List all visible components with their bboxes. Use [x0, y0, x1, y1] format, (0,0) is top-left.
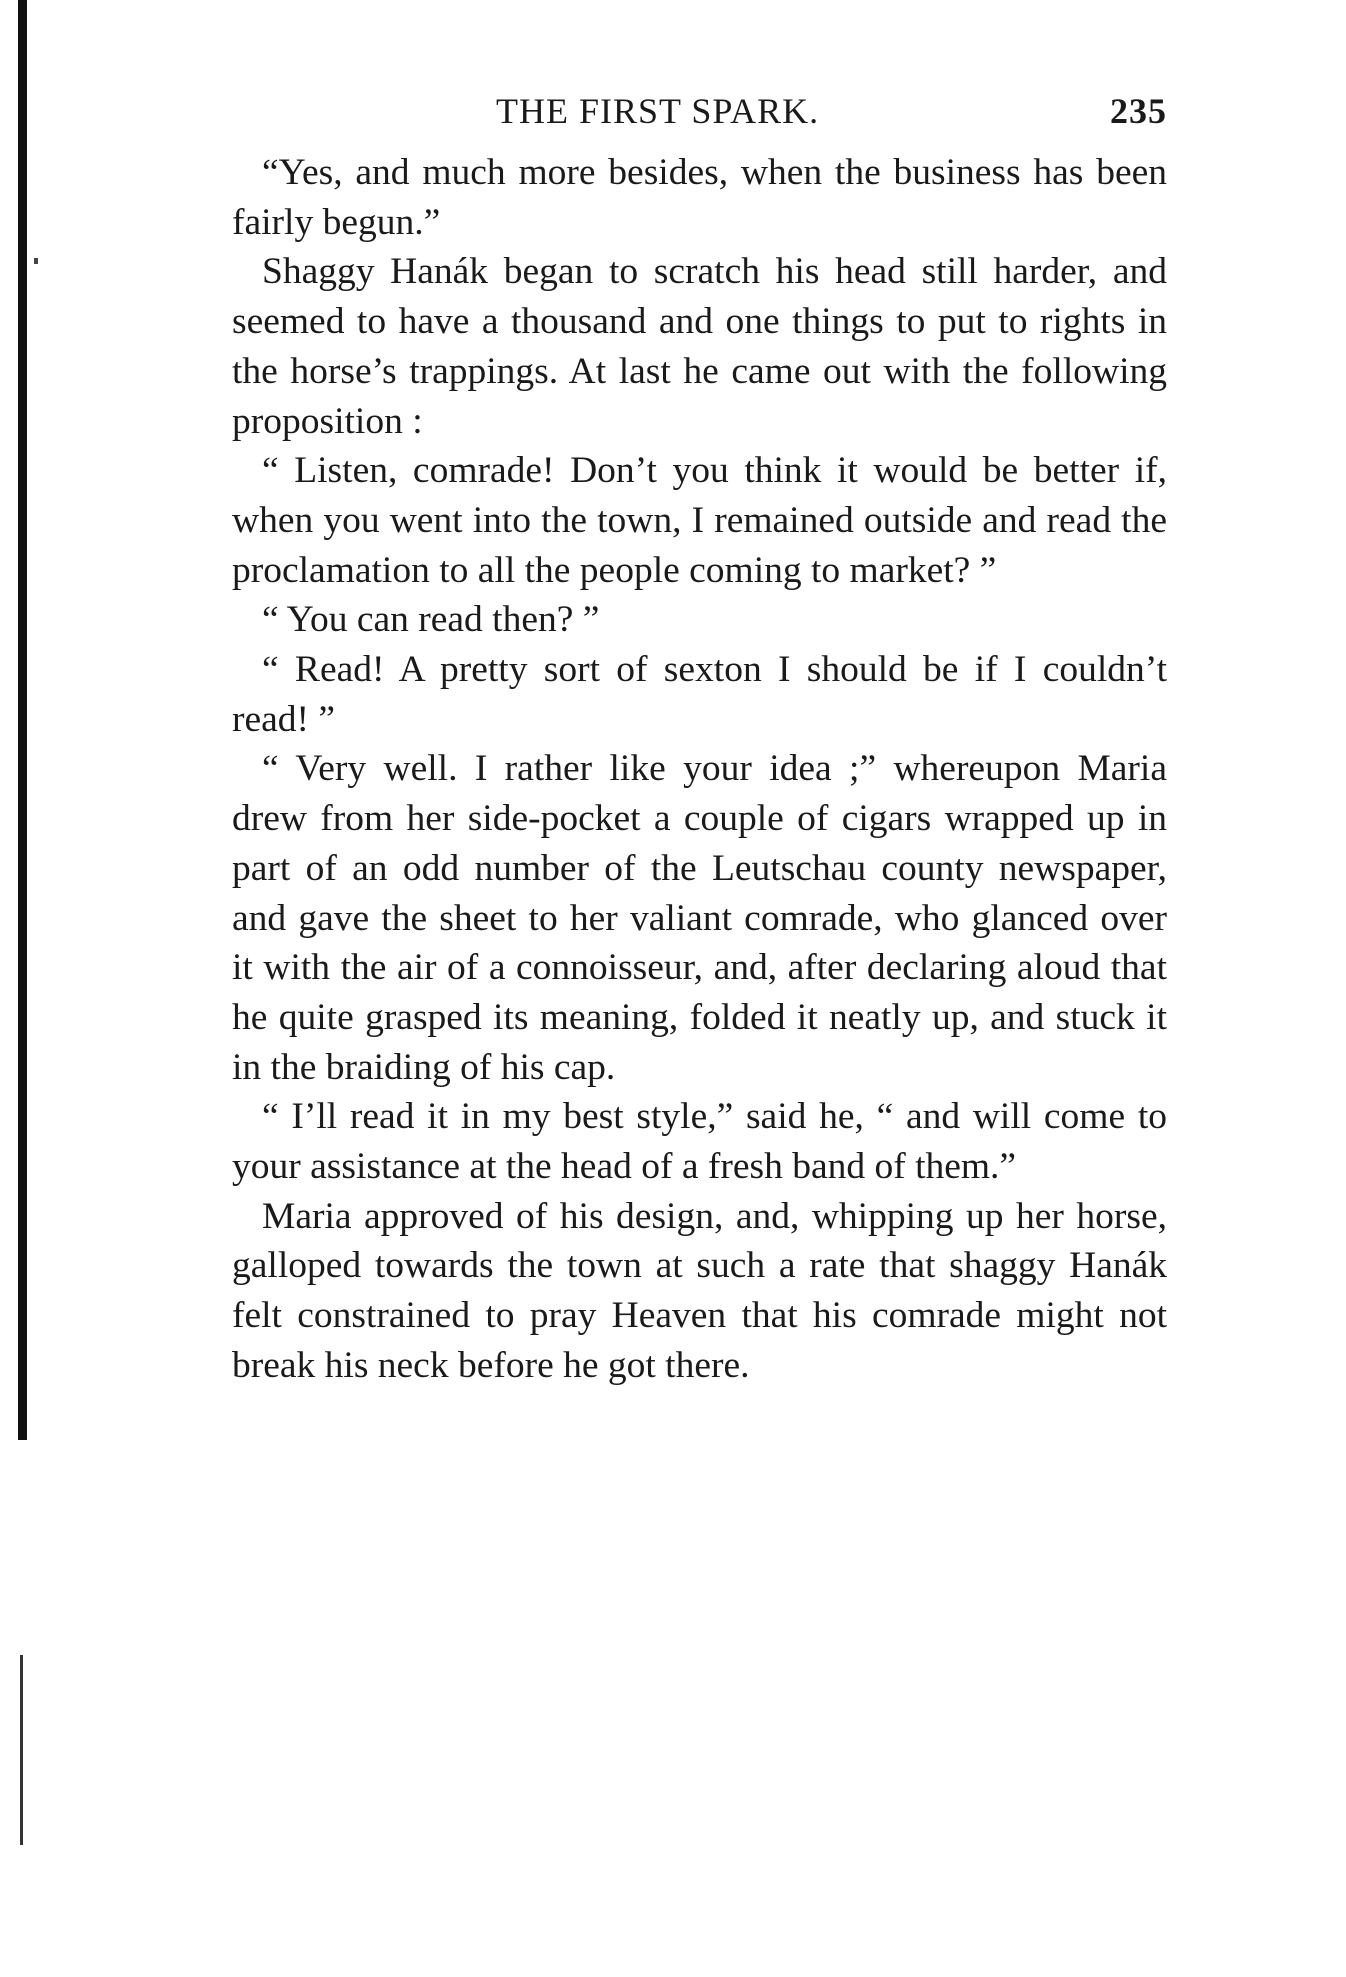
binding-edge-lower-shadow [20, 1655, 23, 1845]
running-title: THE FIRST SPARK. [496, 91, 820, 131]
page-number: 235 [1110, 91, 1167, 131]
paragraph: “ Read! A pretty sort of sexton I should be if I couldn’t read! ” [232, 649, 1167, 740]
binding-nick-mark [34, 258, 38, 264]
binding-edge-shadow [18, 0, 27, 1440]
running-head [232, 90, 1167, 150]
paragraph: Maria approved of his design, and, whipping up her horse, galloped towards the town at such a rate that shaggy Hanák felt constrained to pray Heaven that his comrade might not break his neck before he got there. [232, 1195, 1167, 1386]
paragraph: “ I’ll read it in my best style,” said he, “ and will come to your assistance at the head of a fresh band of them.” [232, 1096, 1167, 1188]
book-page [232, 90, 1167, 1391]
paragraph: “ Listen, comrade! Don’t you think it would be better if, when you went into the town, I remained outside and read the proclamation to all the people coming to market? ” [232, 450, 1167, 591]
paragraph: “ You can read then? ” [262, 599, 600, 641]
body-text [232, 148, 1167, 1391]
paragraph: Shaggy Hanák began to scratch his head still harder, and seemed to have a thousand and one things to put to rights in the horse’s trappings. At last he came out with the following proposition : [232, 251, 1167, 442]
paragraph: “Yes, and much more besides, when the business has been fairly begun.” [232, 152, 1167, 243]
paragraph: “ Very well. I rather like your idea ;” whereupon Maria drew from her side-pocket a couple of cigars wrapped up in part of an odd number of the Leutschau county newspaper, and gave the sheet to her valiant comrade, who glanced over it with the air of a connoisseur, and, after declaring aloud that he quite grasped its meaning, folded it neatly up, and stuck it in the braiding of his cap. [232, 748, 1167, 1088]
